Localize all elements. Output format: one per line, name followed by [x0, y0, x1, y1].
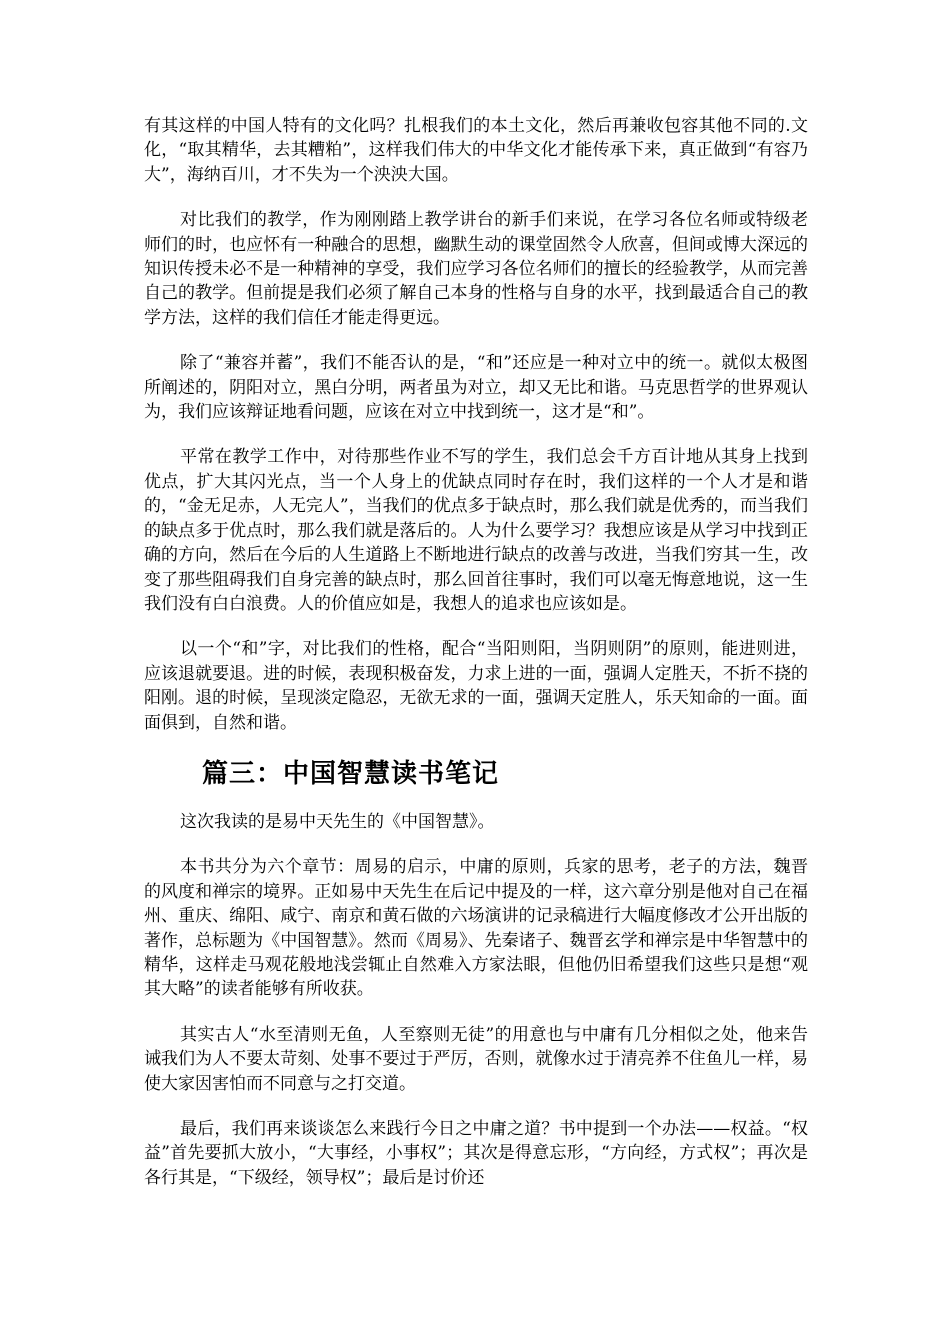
- paragraph-teaching-comparison: 对比我们的教学，作为刚刚踏上教学讲台的新手们来说，在学习各位名师或特级老师们的时，也应怀有一种融合的思想，幽默生动的课堂固然令人欣喜，但间或博大深远的知识传授未必不是一种精神的享受，我们应学习各位名师们的擅长的经验教学，从而完善自己的教学。但前提是我们必须了解自己本身的性格与自身的水平，找到最适合自己的教学方法，这样的我们信任才能走得更远。: [144, 210, 808, 328]
- paragraph-book-intro: 这次我读的是易中天先生的《中国智慧》。: [180, 811, 495, 832]
- paragraph-practice-zhongyong: 最后，我们再来谈谈怎么来践行今日之中庸之道？书中提到一个办法——权益。“权益”首先要抓大放小，“大事经，小事权”；其次是得意忘形，“方向经，方式权”；再次是各行其是，“下级经，领导权”；最后是讨价还: [144, 1119, 808, 1188]
- paragraph-book-chapters: 本书共分为六个章节：周易的启示，中庸的原则，兵家的思考，老子的方法，魏晋的风度和禅宗的境界。正如易中天先生在后记中提及的一样，这六章分别是他对自己在福州、重庆、绵阳、咸宁、南京和黄石做的六场演讲的记录稿进行大幅度修改才公开出版的著作，总标题为《中国智慧》。然而《周易》、先秦诸子、魏晋玄学和禅宗是中华智慧中的精华，这样走马观花般地浅尝辄止自然难入方家法眼，但他仍旧希望我们这些只是想“观其大略”的读者能够有所收获。: [144, 857, 808, 1000]
- paragraph-continued: 有其这样的中国人特有的文化吗？扎根我们的本土文化，然后再兼收包容其他不同的.文化，“取其精华，去其糟粕”，这样我们伟大的中华文化才能传承下来，真正做到“有容乃大”，海纳百川，才不失为一个泱泱大国。: [144, 116, 808, 185]
- paragraph-unity-of-opposites: 除了“兼容并蓄”，我们不能否认的是，“和”还应是一种对立中的统一。就似太极图所阐述的，阴阳对立，黑白分明，两者虽为对立，却又无比和谐。马克思哲学的世界观认为，我们应该辩证地看问题，应该在对立中找到统一，这才是“和”。: [144, 353, 808, 423]
- paragraph-clear-water: 其实古人“水至清则无鱼，人至察则无徒”的用意也与中庸有几分相似之处，他来告诫我们为人不要太苛刻、处事不要过于严厉，否则，就像水过于清亮养不住鱼儿一样，易使大家因害怕而不同意与之打交道。: [144, 1024, 808, 1094]
- section-heading: 篇三：中国智慧读书笔记: [202, 758, 500, 789]
- document-page: [144, 114, 808, 1211]
- paragraph-harmony-character: 以一个“和”字，对比我们的性格，配合“当阳则阳，当阴则阴”的原则，能进则进，应该退就要退。进的时候，表现积极奋发，力求上进的一面，强调人定胜天，不折不挠的阳刚。退的时候，呈现淡定隐忍，无欲无求的一面，强调天定胜人，乐天知命的一面。面面俱到，自然和谐。: [144, 639, 808, 733]
- paragraph-student-strengths: 平常在教学工作中，对待那些作业不写的学生，我们总会千方百计地从其身上找到优点，扩大其闪光点，当一个人身上的优缺点同时存在时，我们这样的一个人才是和谐的，“金无足赤，人无完人”，当我们的优点多于缺点时，那么我们就是优秀的，而当我们的缺点多于优点时，那么我们就是落后的。人为什么要学习？我想应该是从学习中找到正确的方向，然后在今后的人生道路上不断地进行缺点的改善与改进，当我们穷其一生，改变了那些阻碍我们自身完善的缺点时，那么回首往事时，我们可以毫无悔意地说，这一生我们没有白白浪费。人的价值应如是，我想人的追求也应该如是。: [144, 447, 808, 614]
